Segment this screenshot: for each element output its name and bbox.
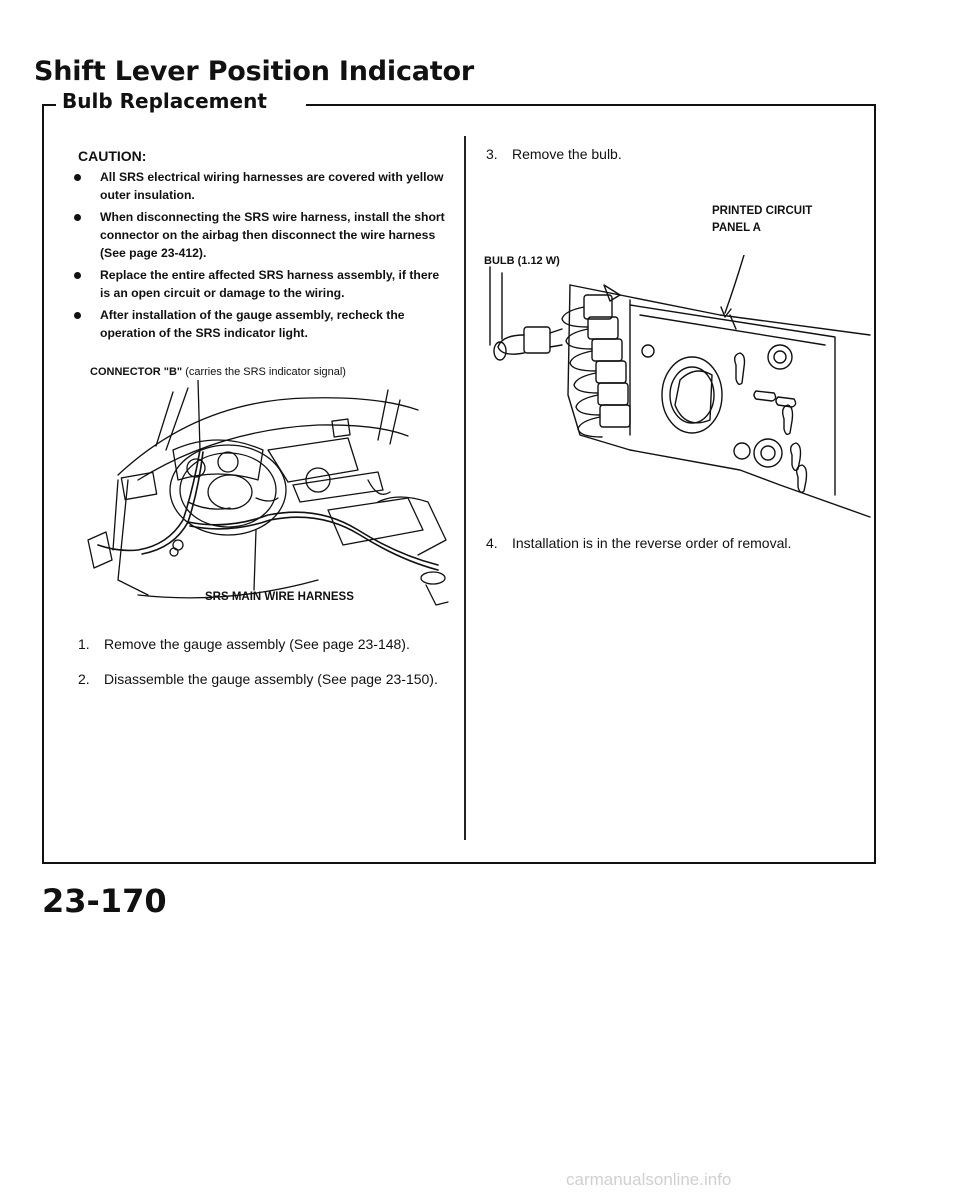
connector-b-label: [90, 366, 346, 378]
column-divider: [464, 136, 466, 840]
circuit-panel-illustration: [480, 255, 875, 525]
caution-list: [70, 168, 448, 346]
step-number: 4.: [486, 535, 498, 551]
step-number: 2.: [78, 671, 90, 687]
step-text: Remove the gauge assembly (See page 23-148).: [104, 636, 410, 652]
bulb-label: BULB (1.12 W): [484, 255, 560, 267]
bullet-icon: [74, 214, 81, 221]
caution-item-text: Replace the entire affected SRS harness assembly, if there is an open circuit or damage to the wiring.: [100, 268, 440, 300]
page-title: Shift Lever Position Indicator: [34, 56, 474, 87]
page-number: 23-170: [42, 882, 167, 920]
step-number: 3.: [486, 146, 498, 162]
frame-top-rule-left: [42, 104, 56, 106]
caution-item: [70, 208, 448, 262]
caution-heading: CAUTION:: [78, 148, 147, 164]
caution-item: [70, 168, 448, 204]
dashboard-illustration: [78, 380, 458, 610]
step-text: Remove the bulb.: [512, 146, 622, 162]
printed-circuit-label: [712, 203, 812, 237]
bullet-icon: [74, 272, 81, 279]
step-4: [486, 535, 791, 551]
srs-main-harness-label: SRS MAIN WIRE HARNESS: [205, 591, 354, 603]
bullet-icon: [74, 174, 81, 181]
section-title: Bulb Replacement: [62, 89, 267, 113]
step-text: Disassemble the gauge assembly (See page 23-150).: [104, 671, 438, 687]
step-number: 1.: [78, 636, 90, 652]
step-3: [486, 146, 622, 162]
bulb-socket-stack: [562, 285, 630, 437]
printed-circuit-label-line1: PRINTED CIRCUIT: [712, 205, 813, 217]
watermark: carmanualsonline.info: [566, 1170, 732, 1189]
connector-b-note: (carries the SRS indicator signal): [185, 366, 346, 378]
step-text: Installation is in the reverse order of removal.: [512, 535, 792, 551]
caution-item: [70, 266, 448, 302]
printed-circuit-label-line2: PANEL A: [712, 222, 761, 234]
caution-item: [70, 306, 448, 342]
bulb-removed: [494, 327, 562, 360]
step-2: [78, 671, 438, 687]
bullet-icon: [74, 312, 81, 319]
caution-item-text: All SRS electrical wiring harnesses are covered with yellow outer insulation.: [100, 170, 444, 202]
step-1: [78, 636, 410, 652]
connector-b-name: CONNECTOR "B": [90, 366, 183, 378]
caution-item-text: After installation of the gauge assembly, recheck the operation of the SRS indicator light.: [100, 308, 405, 340]
caution-item-text: When disconnecting the SRS wire harness, install the short connector on the airbag then disconnect the wire harness (See page 23-412).: [100, 210, 445, 260]
frame-top-rule-right: [306, 104, 876, 106]
